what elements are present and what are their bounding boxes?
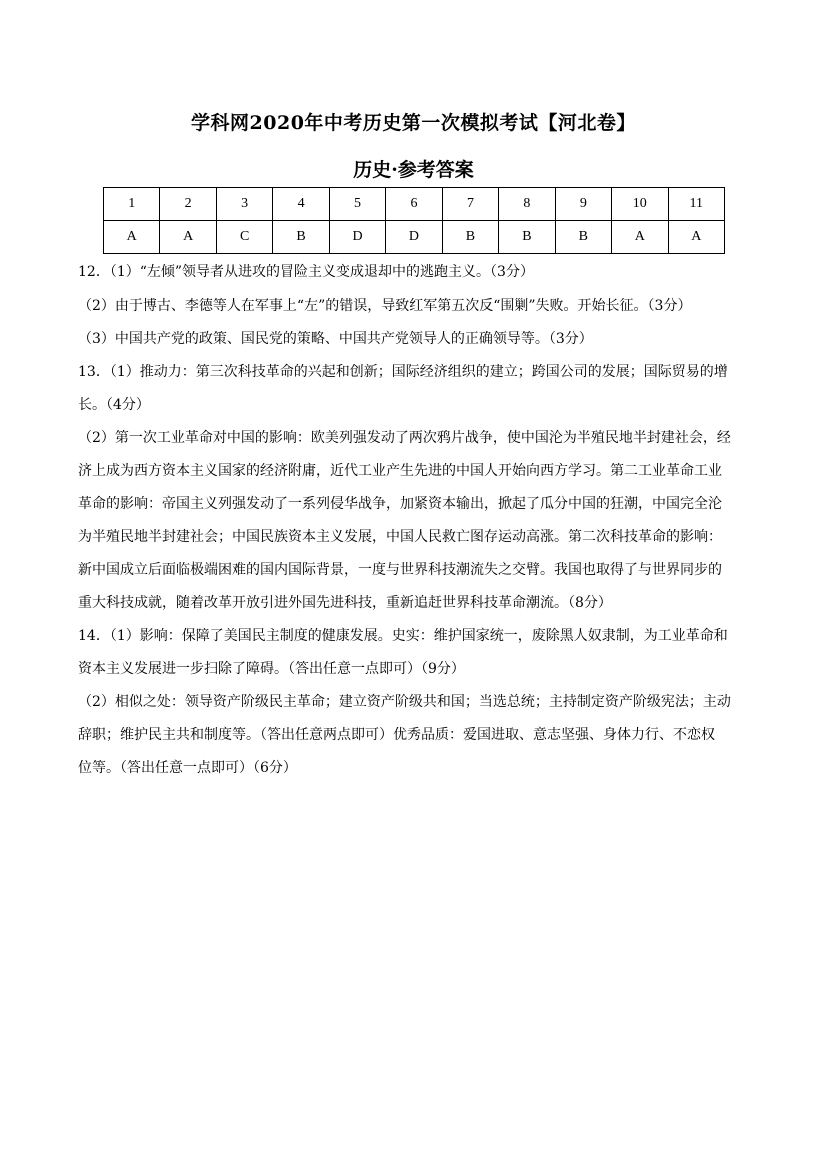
question-number: 4 [273, 188, 329, 221]
document-title: 学科网2020年中考历史第一次模拟考试【河北卷】 [191, 112, 636, 134]
answer-cell: D [329, 221, 385, 254]
answer-13-part-2-line-3: 革命的影响：帝国主义列强发动了一系列侵华战争，加紧资本输出，掀起了瓜分中国的狂潮，中国完全沦 [78, 496, 722, 512]
answer-14-part-1-line-1: 14．（1）影响：保障了美国民主制度的健康发展。史实：维护国家统一，废除黑人奴隶制，为工业革命和 [78, 628, 728, 644]
answer-13-part-1-line-2: 长。（4分） [78, 397, 150, 413]
answer-12-part-2: （2）由于博古、李德等人在军事上“左”的错误，导致红军第五次反“围剿”失败。开始长征。（3分） [78, 298, 692, 314]
answer-13-part-2-line-2: 济上成为西方资本主义国家的经济附庸，近代工业产生先进的中国人开始向西方学习。第二工业革命工业 [78, 463, 722, 479]
question-number: 6 [386, 188, 442, 221]
answer-cell: A [668, 221, 724, 254]
question-number: 7 [442, 188, 498, 221]
answer-cell: B [555, 221, 611, 254]
question-number: 9 [555, 188, 611, 221]
question-number: 8 [499, 188, 555, 221]
answer-13-part-2-line-4: 为半殖民地半封建社会；中国民族资本主义发展，中国人民救亡图存运动高涨。第二次科技革命的影响： [78, 529, 722, 545]
answer-cell: B [442, 221, 498, 254]
answer-cell: B [499, 221, 555, 254]
answer-14-part-1-line-2: 资本主义发展进一步扫除了障碍。（答出任意一点即可）（9分） [78, 661, 465, 677]
answer-cell: A [104, 221, 160, 254]
answer-row [104, 221, 725, 254]
answer-12-part-1: 12．（1）“左倾”领导者从进攻的冒险主义变成退却中的逃跑主义。（3分） [78, 264, 534, 280]
question-number-row [104, 188, 725, 221]
answer-cell: C [216, 221, 272, 254]
answer-12-part-3: （3）中国共产党的政策、国民党的策略、中国共产党领导人的正确领导等。（3分） [78, 331, 593, 347]
question-number: 11 [668, 188, 724, 221]
answer-14-part-2-line-3: 位等。（答出任意一点即可）（6分） [78, 760, 297, 776]
answer-13-part-1-line-1: 13．（1）推动力：第三次科技革命的兴起和创新；国际经济组织的建立；跨国公司的发展；国际贸易的增 [78, 364, 728, 380]
answer-13-part-2-line-5: 新中国成立后面临极端困难的国内国际背景，一度与世界科技潮流失之交臂。我国也取得了与世界同步的 [78, 562, 722, 578]
answer-13-part-2-line-6: 重大科技成就，随着改革开放引进外国先进科技，重新追赶世界科技革命潮流。（8分） [78, 595, 612, 611]
answer-14-part-2-line-1: （2）相似之处：领导资产阶级民主革命；建立资产阶级共和国；当选总统；主持制定资产阶级宪法；主动 [78, 694, 731, 710]
question-number: 3 [216, 188, 272, 221]
question-number: 10 [612, 188, 668, 221]
answer-cell: A [612, 221, 668, 254]
document-subtitle: 历史·参考答案 [353, 159, 474, 181]
answer-cell: A [160, 221, 216, 254]
question-number: 5 [329, 188, 385, 221]
answer-cell: B [273, 221, 329, 254]
question-number: 1 [104, 188, 160, 221]
answer-13-part-2-line-1: （2）第一次工业革命对中国的影响：欧美列强发动了两次鸦片战争，使中国沦为半殖民地半封建社会，经 [78, 430, 731, 446]
answer-14-part-2-line-2: 辞职；维护民主共和制度等。（答出任意两点即可）优秀品质：爱国进取、意志坚强、身体力行、不恋权 [78, 727, 715, 743]
answer-table [103, 187, 725, 254]
answer-cell: D [386, 221, 442, 254]
question-number: 2 [160, 188, 216, 221]
